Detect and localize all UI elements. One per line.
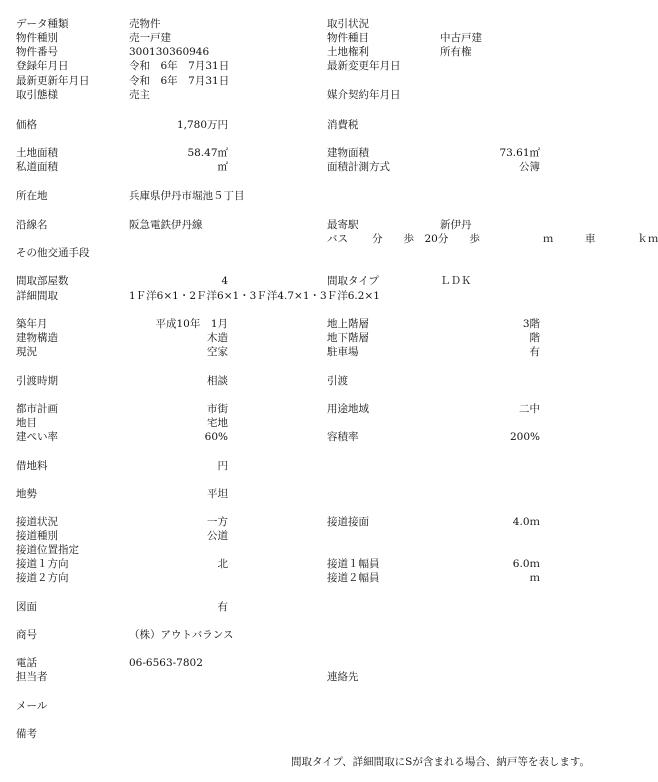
value-structure: 木造	[207, 332, 228, 344]
value-floor-plan: 有	[217, 601, 228, 613]
label-road-frontage: 接道接面	[327, 516, 369, 528]
label-contact-person: 担当者	[16, 671, 48, 683]
label-land-category: 地目	[16, 417, 37, 429]
value-land-rights: 所有権	[440, 46, 472, 58]
label-transaction-status: 取引状況	[327, 18, 369, 30]
label-data-type: データ種類	[16, 18, 69, 30]
value-location: 兵庫県伊丹市堀池５丁目	[129, 190, 245, 202]
label-line-name: 沿線名	[16, 219, 48, 231]
value-road1-direction: 北	[217, 558, 228, 570]
label-floors-below: 地下階層	[327, 332, 369, 344]
label-road-access: 接道状況	[16, 516, 58, 528]
label-land-rent: 借地料	[16, 460, 48, 472]
label-road1-direction: 接道１方向	[16, 558, 69, 570]
value-parking: 有	[529, 346, 540, 358]
value-nearest-station: 新伊丹	[440, 219, 472, 231]
value-property-kind: 売一戸建	[129, 32, 171, 44]
label-handover-timing: 引渡時期	[16, 375, 58, 387]
value-line-name: 阪急電鉄伊丹線	[129, 219, 203, 231]
label-land-area: 土地面積	[16, 147, 58, 159]
label-updated-date: 最新更新年月日	[16, 75, 90, 87]
label-property-item: 物件種目	[327, 32, 369, 44]
value-land-rent: 円	[217, 460, 228, 472]
value-registered-date: 令和 6年 7月31日	[129, 60, 230, 72]
value-floors-below: 階	[529, 332, 540, 344]
value-bus-line: 分 歩 20分 歩 ｍ 車 ｋｍ	[372, 233, 658, 245]
label-room-count: 間取部屋数	[16, 275, 69, 287]
label-road2-direction: 接道２方向	[16, 572, 69, 584]
value-zoning: 二中	[519, 403, 540, 415]
value-phone: 06-6563-7802	[129, 657, 203, 669]
value-floors-above: 3階	[522, 318, 540, 330]
value-current-status: 空家	[207, 346, 228, 358]
label-latest-change-date: 最新変更年月日	[327, 60, 401, 72]
value-room-count: 4	[221, 275, 228, 287]
value-property-number: 300130360946	[129, 46, 210, 58]
label-location: 所在地	[16, 190, 48, 202]
label-private-road-area: 私道面積	[16, 161, 58, 173]
value-private-road-area: ㎡	[217, 161, 228, 173]
value-road-frontage: 4.0ｍ	[512, 516, 540, 528]
label-bus: バス	[327, 233, 348, 245]
label-land-rights: 土地権利	[327, 46, 369, 58]
footnote: 間取タイプ、詳細間取にSが含まれる場合、納戸等を表します。	[291, 756, 590, 768]
value-area-measurement: 公簿	[519, 161, 540, 173]
value-road-type: 公道	[207, 530, 228, 542]
label-road2-width: 接道２幅員	[327, 572, 380, 584]
label-transaction-mode: 取引態様	[16, 89, 58, 101]
label-floors-above: 地上階層	[327, 318, 369, 330]
label-area-measurement: 面積計測方式	[327, 161, 390, 173]
value-detailed-layout: 1Ｆ洋6×1・2Ｆ洋6×1・3Ｆ洋4.7×1・3Ｆ洋6.2×1	[129, 290, 380, 302]
value-land-area: 58.47㎡	[187, 147, 228, 159]
label-company-name: 商号	[16, 629, 37, 641]
label-property-number: 物件番号	[16, 46, 58, 58]
label-remarks: 備考	[16, 728, 37, 740]
label-road-type: 接道種別	[16, 530, 58, 542]
value-road1-width: 6.0ｍ	[512, 558, 540, 570]
label-room-type: 間取タイプ	[327, 275, 379, 287]
value-company-name: （株）アウトバランス	[129, 629, 234, 641]
label-property-kind: 物件種別	[16, 32, 58, 44]
value-property-item: 中古戸建	[440, 32, 482, 44]
label-floor-plan: 図面	[16, 601, 37, 613]
value-land-category: 宅地	[207, 417, 228, 429]
label-parking: 駐車場	[327, 346, 359, 358]
label-building-area: 建物面積	[327, 147, 369, 159]
label-road1-width: 接道１幅員	[327, 558, 380, 570]
label-contact: 連絡先	[327, 671, 359, 683]
label-terrain: 地勢	[16, 488, 37, 500]
value-transaction-mode: 売主	[129, 89, 150, 101]
value-data-type: 売物件	[129, 18, 161, 30]
label-brokerage-contract-date: 媒介契約年月日	[327, 89, 401, 101]
label-built-date: 築年月	[16, 318, 48, 330]
value-handover-timing: 相談	[207, 375, 228, 387]
label-price: 価格	[16, 119, 37, 131]
value-room-type: ＬＤＫ	[440, 275, 472, 287]
label-other-transport: その他交通手段	[16, 247, 90, 259]
label-city-planning: 都市計画	[16, 403, 58, 415]
value-terrain: 平坦	[207, 488, 228, 500]
value-built-date: 平成10年 1月	[155, 318, 228, 330]
label-detailed-layout: 詳細間取	[16, 290, 58, 302]
label-road-designation: 接道位置指定	[16, 544, 79, 556]
label-floor-area-ratio: 容積率	[327, 431, 359, 443]
label-consumption-tax: 消費税	[327, 119, 359, 131]
value-building-coverage: 60%	[204, 431, 228, 443]
label-current-status: 現況	[16, 346, 37, 358]
value-price: 1,780万円	[176, 119, 228, 131]
label-building-coverage: 建ぺい率	[16, 431, 58, 443]
value-city-planning: 市街	[207, 403, 228, 415]
value-updated-date: 令和 6年 7月31日	[129, 75, 230, 87]
label-zoning: 用途地域	[327, 403, 369, 415]
value-floor-area-ratio: 200%	[509, 431, 540, 443]
label-handover: 引渡	[327, 375, 348, 387]
label-nearest-station: 最寄駅	[327, 219, 359, 231]
label-email: メール	[16, 700, 48, 712]
label-registered-date: 登録年月日	[16, 60, 69, 72]
value-road2-width: ｍ	[529, 572, 540, 584]
value-road-access: 一方	[207, 516, 228, 528]
value-building-area: 73.61㎡	[499, 147, 540, 159]
label-structure: 建物構造	[16, 332, 58, 344]
label-phone: 電話	[16, 657, 37, 669]
